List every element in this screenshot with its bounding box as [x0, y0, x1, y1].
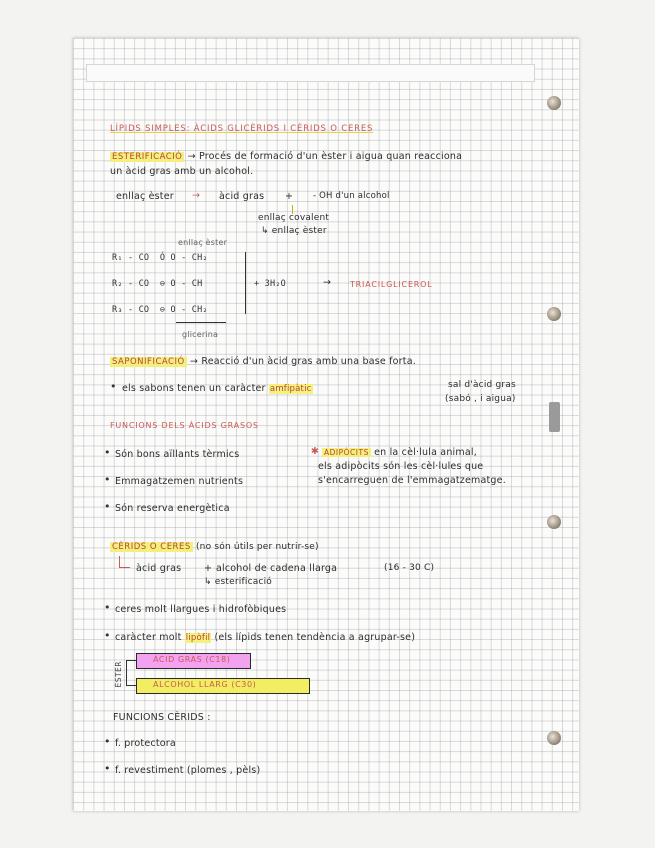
cerids-bullet-1: ceres molt llargues i hidrofòbiques [115, 604, 287, 615]
note-sal: sal d'àcid gras [448, 380, 516, 390]
reaction-row-2 [112, 279, 202, 289]
adipocits-text-3: s'encarreguen de l'emmagatzematge. [318, 475, 506, 486]
acid-gras-box [136, 653, 251, 669]
enllac-ester-label: enllaç èster [178, 238, 228, 247]
bracket-line [126, 660, 127, 686]
formula-range: (16 - 30 C) [384, 563, 435, 573]
enllac-ester-sub: ↳ enllaç èster [261, 226, 327, 236]
row-radical: R₁ - CO [112, 253, 150, 263]
bullet-icon: • [104, 601, 111, 614]
row-glycerol-part: ⊖ O - CH [159, 279, 203, 289]
connector-line [119, 567, 130, 568]
row-glycerol-part: Ó O - CH₂ [159, 253, 208, 263]
esterificacio-label: ESTERIFICACIÓ [112, 152, 183, 162]
bracket-line [126, 660, 136, 661]
esterificacio-def-1: Procés de formació d'un èster i aigua quan reacciona [199, 151, 463, 162]
bullet-icon: • [104, 762, 111, 775]
row-radical: R₂ - CO [112, 279, 150, 289]
plus-sign: + [285, 191, 294, 202]
punch-hole [547, 96, 561, 110]
acid-gras-box-label: ÀCID GRAS (C18) [153, 655, 231, 664]
page-side-tab [549, 402, 560, 432]
funcions-acids-heading: FUNCIONS DELS ÀCIDS GRASOS [110, 421, 259, 430]
punch-hole [547, 515, 561, 529]
arrow-icon: → [323, 277, 332, 288]
row-glycerol-part: ⊖ O - CH₂ [159, 305, 208, 315]
punch-hole [547, 731, 561, 745]
punch-hole [547, 307, 561, 321]
glicerina-bracket [176, 322, 226, 323]
product-name: TRIACILGLICEROL [350, 280, 433, 289]
cerids-heading: CÈRIDS O CERES [112, 542, 191, 552]
acid-gras-text: àcid gras [219, 191, 265, 202]
adipocits-label: ADIPÒCITS [324, 448, 369, 457]
funcio-item: Emmagatzemen nutrients [115, 476, 244, 487]
asterisk-icon: ✱ [311, 446, 320, 457]
page-title: LÍPIDS SIMPLES: ÀCIDS GLICÈRIDS I CÈRIDS O CERES [110, 124, 374, 134]
glicerina-label: glicerina [182, 330, 219, 339]
arrow-icon: → [192, 190, 201, 201]
funcio-cerid-item: f. revestiment (plomes , pèls) [115, 765, 261, 776]
saponificacio-def: Reacció d'un àcid gras amb una base forta. [201, 356, 416, 367]
bullet-icon: • [104, 500, 111, 513]
reaction-row-3 [112, 305, 208, 315]
enllac-covalent-text: enllaç covalent [258, 213, 330, 223]
alcohol-box [136, 678, 310, 694]
arrow-icon: → [187, 151, 196, 162]
plus-water: + 3H₂O [254, 279, 286, 289]
adipocits-text-2: els adipòcits són les cèl·lules que [318, 461, 484, 472]
arrow-icon: → [189, 356, 199, 367]
formula-sub: ↳ esterificació [204, 577, 272, 587]
bullet-text: (els lípids tenen tendència a agrupar-se) [214, 632, 416, 643]
bullet-icon: • [104, 629, 111, 642]
funcio-cerid-item: f. protectora [115, 738, 176, 749]
row-radical: R₃ - CO [112, 305, 150, 315]
bullet-text: els sabons tenen un caràcter [122, 383, 266, 394]
cerids-bullet-2 [115, 632, 415, 643]
note-sabo: (sabó , i aigua) [445, 394, 516, 404]
esterificacio-line [110, 151, 462, 162]
ester-vertical-label: ÈSTER [114, 661, 123, 688]
funcio-item: Són reserva energètica [115, 503, 230, 514]
bullet-icon: • [110, 380, 117, 393]
adipocits-line-1 [322, 447, 477, 458]
saponificacio-line [110, 356, 416, 367]
amfipatic-highlight: amfipàtic [269, 384, 312, 394]
bullet-icon: • [104, 446, 111, 459]
formula-plus: + [204, 563, 213, 574]
alcohol-box-label: ALCOHOL LLARG (C30) [153, 680, 257, 689]
funcions-cerids-heading: FUNCIONS CÈRIDS : [113, 712, 211, 723]
bullet-text: caràcter molt [115, 632, 182, 643]
lipofil-highlight: lipòfil [185, 633, 211, 643]
saponificacio-label: SAPONIFICACIÓ [112, 357, 185, 367]
formula-alcohol: alcohol de cadena llarga [216, 563, 338, 574]
formula-acid: àcid gras [136, 563, 182, 574]
cerids-heading-note: (no són útils per nutrir-se) [195, 542, 319, 552]
bullet-icon: • [104, 735, 111, 748]
oh-alcohol-text: - OH d'un alcohol [313, 191, 390, 201]
bracket-line [126, 685, 136, 686]
bullet-icon: • [104, 473, 111, 486]
esterificacio-def-2: un àcid gras amb un alcohol. [110, 166, 254, 177]
page-header-band [86, 64, 535, 82]
bracket-line [245, 252, 246, 314]
enllac-ester-text: enllaç èster [116, 191, 174, 202]
cerids-heading-line [110, 541, 319, 552]
adipocits-text-1: en la cèl·lula animal, [374, 447, 477, 458]
saponificacio-bullet [122, 383, 313, 394]
reaction-row-1 [112, 253, 208, 263]
funcio-item: Són bons aïllants tèrmics [115, 449, 240, 460]
